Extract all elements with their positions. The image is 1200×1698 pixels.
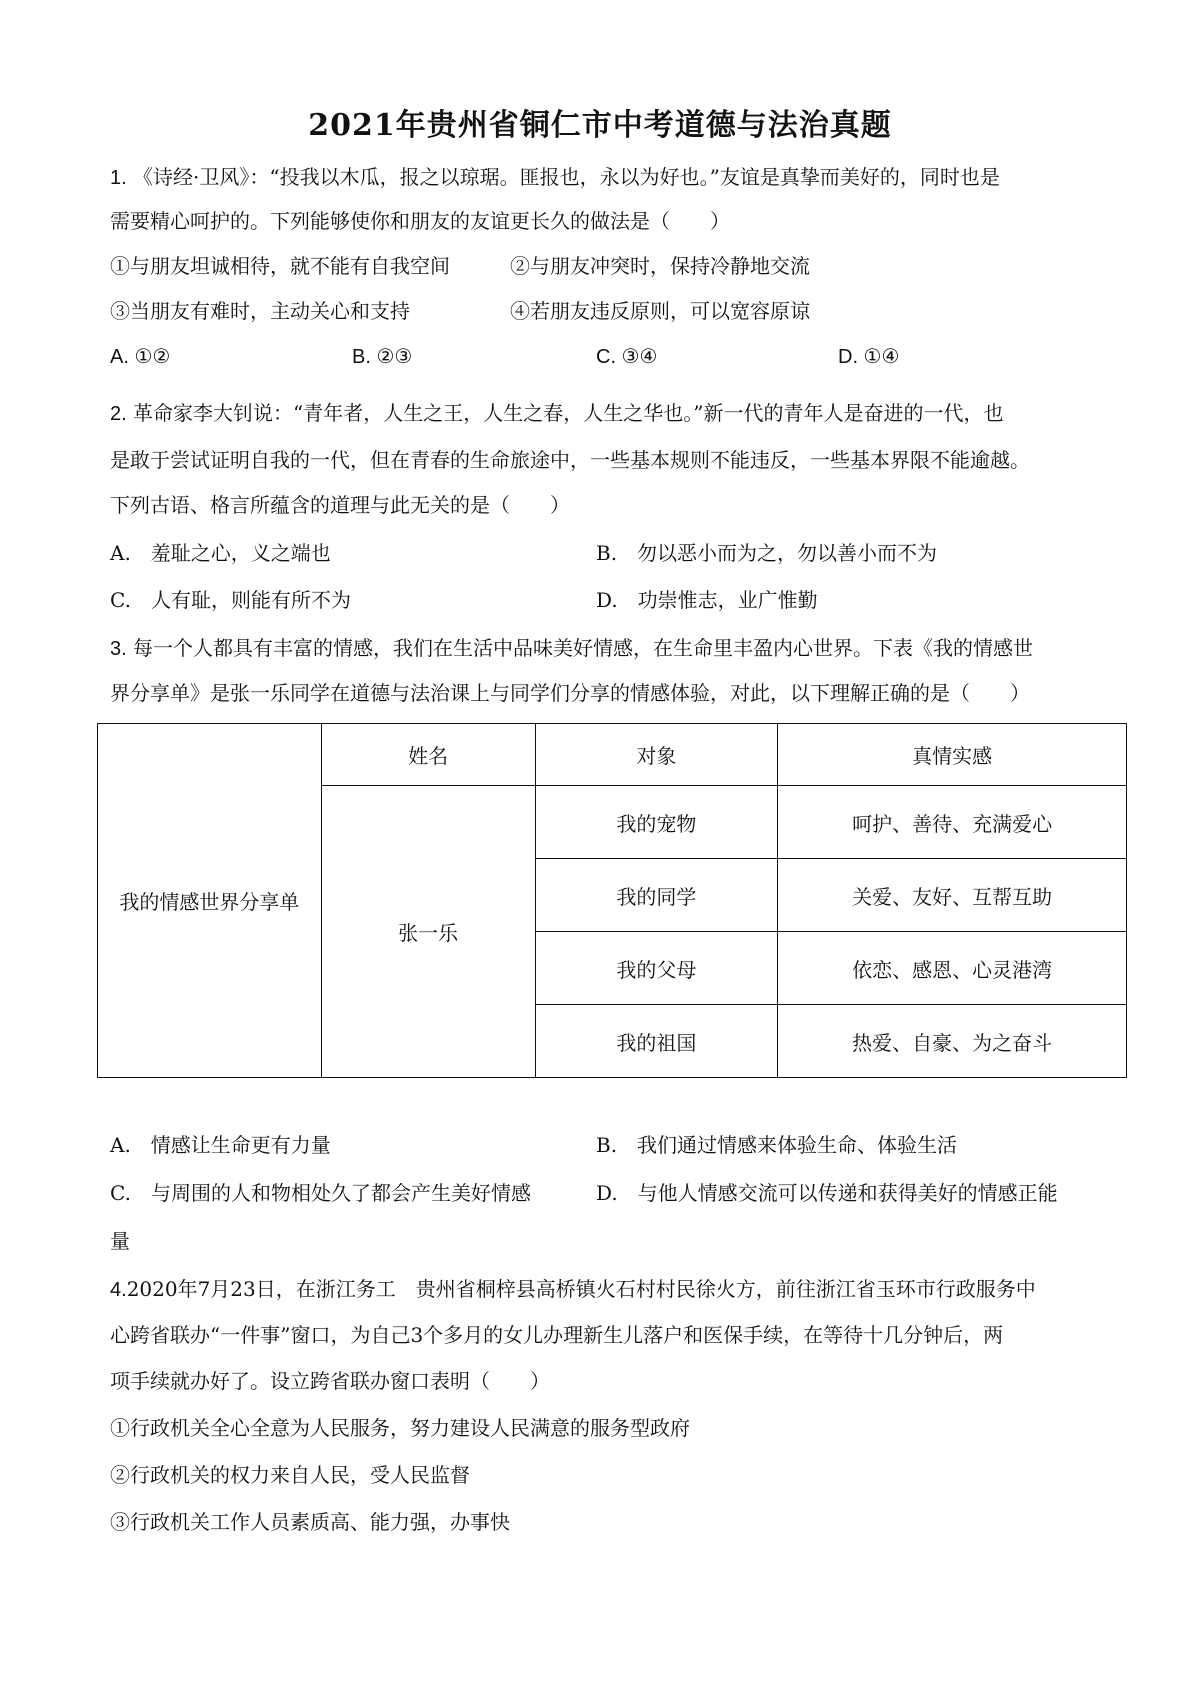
q3-stem-line2: 界分享单》是张一乐同学在道德与法治课上与同学们分享的情感体验，对此，以下理解正确的是（ ）: [110, 681, 1030, 705]
table-student-name: 张一乐: [321, 786, 535, 1078]
table-cell-feeling: 依恋、感恩、心灵港湾: [778, 932, 1127, 1005]
q2-number: 2.: [110, 403, 127, 425]
q1-option-b: B. ②③: [352, 346, 413, 368]
q1-statement-3: ③当朋友有难时，主动关心和支持: [110, 299, 410, 323]
page-title: 2021年贵州省铜仁市中考道德与法治真题: [308, 108, 892, 143]
table-cell-target: 我的父母: [535, 932, 778, 1005]
q1-stem-line1: 《诗经·卫风》：“投我以木瓜，报之以琼琚。匪报也，永以为好也。”友谊是真挚而美好的，同时也是: [133, 165, 1000, 189]
q2-stem-line3: 下列古语、格言所蕴含的道理与此无关的是（ ）: [110, 493, 570, 517]
table-header-feeling: 真情实感: [778, 724, 1127, 786]
q3-option-c: C. 与周围的人和物相处久了都会产生美好情感: [110, 1181, 531, 1205]
q4-statement-1: ①行政机关全心全意为人民服务，努力建设人民满意的服务型政府: [110, 1416, 690, 1440]
q1-statement-1: ①与朋友坦诚相待，就不能有自我空间: [110, 254, 450, 278]
emotion-share-table: [97, 723, 1127, 1078]
table-sheet-title: 我的情感世界分享单: [98, 724, 322, 1078]
q2-stem-line2: 是敢于尝试证明自我的一代，但在青春的生命旅途中，一些基本规则不能违反，一些基本界限不能逾越。: [110, 448, 1030, 472]
table-cell-feeling: 热爱、自豪、为之奋斗: [778, 1005, 1127, 1078]
q1-option-a: A. ①②: [110, 346, 171, 368]
table-cell-feeling: 关爱、友好、互帮互助: [778, 859, 1127, 932]
table-cell-target: 我的祖国: [535, 1005, 778, 1078]
q4-statement-2: ②行政机关的权力来自人民，受人民监督: [110, 1463, 470, 1487]
q4-stem-line1: 2020年7月23日，在浙江务工 贵州省桐梓县高桥镇火石村村民徐火方，前往浙江省玉环市行政服务中: [126, 1277, 1036, 1301]
q4-stem-line3: 项手续就办好了。设立跨省联办窗口表明（ ）: [110, 1369, 550, 1393]
q3-line1: [110, 635, 1033, 662]
q3-option-d-continued: 量: [110, 1229, 130, 1253]
q1-line1: [110, 164, 1000, 191]
table-header-name: 姓名: [321, 724, 535, 786]
q1-option-c: C. ③④: [596, 346, 658, 368]
q3-number: 3.: [110, 638, 127, 660]
q1-number: 1.: [110, 167, 127, 189]
table-cell-target: 我的宠物: [535, 786, 778, 859]
table-header-target: 对象: [535, 724, 778, 786]
q2-stem-line1: 革命家李大钊说：“青年者，人生之王，人生之春，人生之华也。”新一代的青年人是奋进的一代，也: [133, 401, 1004, 425]
q2-option-a: A. 羞耻之心，义之端也: [110, 541, 331, 565]
q4-statement-3: ③行政机关工作人员素质高、能力强，办事快: [110, 1510, 510, 1534]
q1-statement-4: ④若朋友违反原则，可以宽容原谅: [510, 299, 810, 323]
table-cell-feeling: 呵护、善待、充满爱心: [778, 786, 1127, 859]
q3-option-b: B. 我们通过情感来体验生命、体验生活: [596, 1133, 958, 1157]
q3-option-a: A. 情感让生命更有力量: [110, 1133, 331, 1157]
q1-option-d: D. ①④: [838, 346, 900, 368]
q3-option-d: D. 与他人情感交流可以传递和获得美好的情感正能: [596, 1181, 1058, 1205]
q2-option-d: D. 功崇惟志，业广惟勤: [596, 588, 818, 612]
q2-line1: [110, 400, 1004, 427]
q1-stem-line2: 需要精心呵护的。下列能够使你和朋友的友谊更长久的做法是（ ）: [110, 209, 730, 233]
table-cell-target: 我的同学: [535, 859, 778, 932]
q1-statement-2: ②与朋友冲突时，保持冷静地交流: [510, 254, 810, 278]
q4-number: 4.: [110, 1279, 127, 1301]
q2-option-c: C. 人有耻，则能有所不为: [110, 588, 351, 612]
table-header-row: [98, 724, 1127, 786]
q3-stem-line1: 每一个人都具有丰富的情感，我们在生活中品味美好情感，在生命里丰盈内心世界。下表《我的情感世: [133, 636, 1034, 660]
q4-line1: [110, 1276, 1036, 1303]
q4-stem-line2: 心跨省联办“一件事”窗口，为自己3个多月的女儿办理新生儿落户和医保手续，在等待十几分钟后，两: [110, 1323, 1004, 1347]
q2-option-b: B. 勿以恶小而为之，勿以善小而不为: [596, 541, 938, 565]
